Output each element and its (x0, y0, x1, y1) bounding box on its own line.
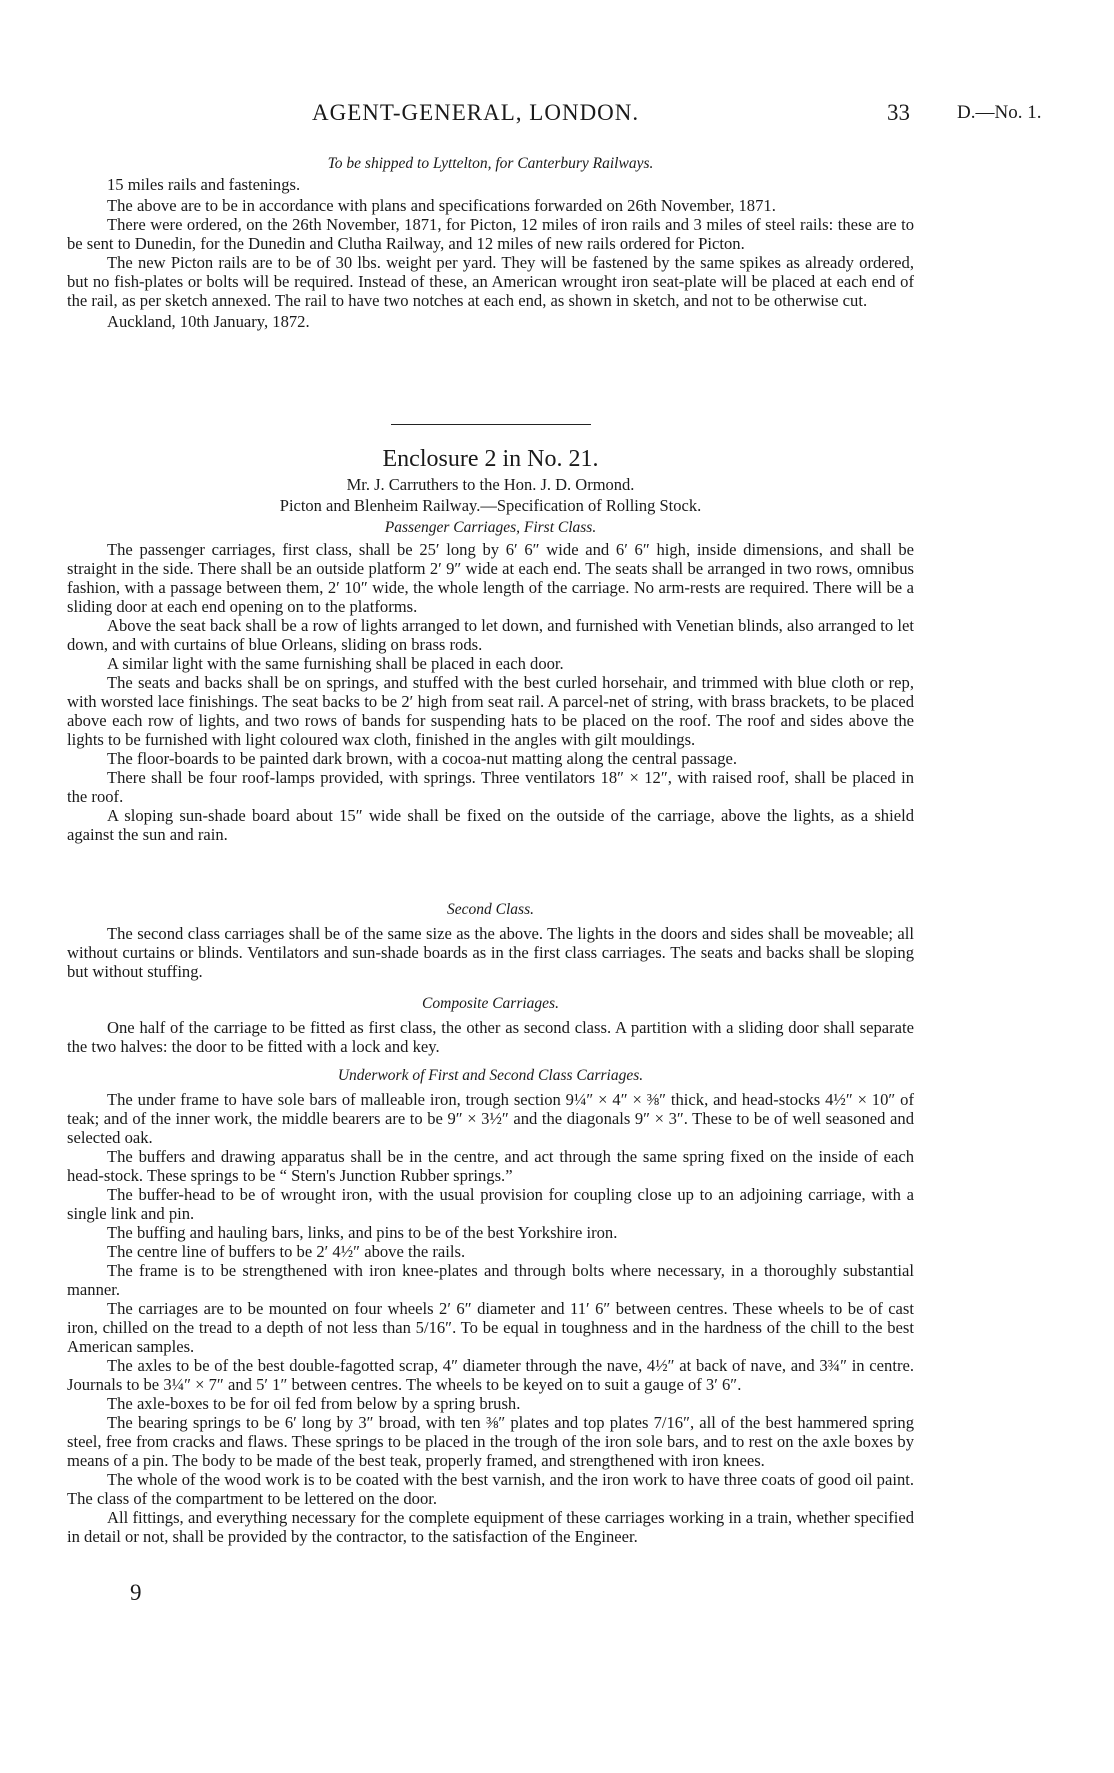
page-header (0, 100, 1114, 130)
paragraph: The second class carriages shall be of the same size as the above. The lights in the doors and sides shall be moveable; all without curtains or blinds. Ventilators and sun-shade boards as in the first class carriages. The seats and backs shall be sloping but without stuffing. (67, 924, 914, 981)
paragraph: The buffers and drawing apparatus shall be in the centre, and act through the same spring fixed on the inside of each head-stock. These springs to be “ Stern's Junction Rubber springs.” (67, 1147, 914, 1185)
paragraph: The whole of the wood work is to be coated with the best varnish, and the iron work to have three coats of good oil paint. The class of the compartment to be lettered on the door. (67, 1470, 914, 1508)
shipping-section (67, 154, 914, 331)
enclosure-from-to: Mr. J. Carruthers to the Hon. J. D. Ormond. (346, 475, 635, 494)
paragraph: Above the seat back shall be a row of lights arranged to let down, and furnished with Venetian blinds, also arranged to let down, and with curtains of blue Orleans, sliding on brass rods. (67, 616, 914, 654)
paragraph: A sloping sun-shade board about 15″ wide shall be fixed on the outside of the carriage, above the lights, as a shield against the sun and rain. (67, 806, 914, 844)
paragraph: The above are to be in accordance with plans and specifications forwarded on 26th November, 1871. (107, 196, 776, 215)
enclosure-header (67, 424, 914, 515)
paragraph: The frame is to be strengthened with iron knee-plates and through bolts where necessary, in a thoroughly substantial manner. (67, 1261, 914, 1299)
paragraph: The centre line of buffers to be 2′ 4½″ above the rails. (107, 1242, 466, 1261)
page-number: 33 (887, 100, 910, 125)
paragraph: A similar light with the same furnishing shall be placed in each door. (107, 654, 564, 673)
date-line: Auckland, 10th January, 1872. (107, 312, 310, 331)
enclosure-subject: Picton and Blenheim Railway.—Specification of Rolling Stock. (279, 496, 702, 515)
paragraph: The passenger carriages, first class, shall be 25′ long by 6′ 6″ wide and 6′ 6″ high, inside dimensions, and shall be straight in the side. There shall be an outside platform 2′ 9″ wide at each end. The seats shall be arranged in two rows, omnibus fashion, with a passage between them, 2′ 10″ wide, the whole length of the carriage. No arm-rests are required. There will be a sliding door at each end opening on to the platforms. (67, 540, 914, 616)
signature-mark: 9 (130, 1580, 142, 1605)
document-reference: D.—No. 1. (957, 102, 1042, 123)
underwork-section (67, 1066, 914, 1546)
paragraph: One half of the carriage to be fitted as first class, the other as second class. A partition with a sliding door shall separate the two halves: the door to be fitted with a lock and key. (67, 1018, 914, 1056)
section-heading: Passenger Carriages, First Class. (384, 519, 597, 536)
paragraph: There shall be four roof-lamps provided, with springs. Three ventilators 18″ × 12″, with raised roof, shall be placed in the roof. (67, 768, 914, 806)
paragraph: 15 miles rails and fastenings. (107, 175, 301, 194)
section-heading: Underwork of First and Second Class Carriages. (337, 1067, 644, 1084)
section-heading: To be shipped to Lyttelton, for Canterbury Railways. (327, 155, 654, 172)
running-title: AGENT-GENERAL, LONDON. (312, 100, 640, 125)
enclosure-title: Enclosure 2 in No. 21. (382, 446, 599, 472)
composite-section (67, 994, 914, 1056)
paragraph: The seats and backs shall be on springs, and stuffed with the best curled horsehair, and trimmed with blue cloth or rep, with worsted lace finishings. The seat backs to be 2′ high from seat rail. A parcel-net of string, with brass brackets, to be placed above each row of lights, and two rows of bands for suspending hats to be placed on the roof. The roof and sides above the lights to be furnished with light coloured wax cloth, finished in the angles with gilt mouldings. (67, 673, 914, 749)
paragraph: All fittings, and everything necessary for the complete equipment of these carriages working in a train, whether specified in detail or not, shall be provided by the contractor, to the satisfaction of the Engineer. (67, 1508, 914, 1546)
divider-rule (391, 424, 591, 425)
section-heading: Second Class. (447, 901, 534, 918)
paragraph: The buffing and hauling bars, links, and pins to be of the best Yorkshire iron. (107, 1223, 618, 1242)
paragraph: There were ordered, on the 26th November, 1871, for Picton, 12 miles of iron rails and 3 miles of steel rails: these are to be sent to Dunedin, for the Dunedin and Clutha Railway, and 12 miles of new rails ordered for Picton. (67, 215, 914, 253)
first-class-section (67, 518, 914, 844)
paragraph: The floor-boards to be painted dark brown, with a cocoa-nut matting along the central passage. (107, 749, 738, 768)
paragraph: The buffer-head to be of wrought iron, with the usual provision for coupling close up to an adjoining carriage, with a single link and pin. (67, 1185, 914, 1223)
paragraph: The axle-boxes to be for oil fed from below by a spring brush. (107, 1394, 521, 1413)
paragraph: The under frame to have sole bars of malleable iron, trough section 9¼″ × 4″ × ⅜″ thick, and head-stocks 4½″ × 10″ of teak; and of the inner work, the middle bearers are to be 9″ × 3½″ and the diagonals 9″ × 3″. These to be of well seasoned and selected oak. (67, 1090, 914, 1147)
section-heading: Composite Carriages. (422, 995, 559, 1012)
paragraph: The axles to be of the best double-fagotted scrap, 4″ diameter through the nave, 4½″ at back of nave, and 3¾″ in centre. Journals to be 3¼″ × 7″ and 5′ 1″ between centres. The wheels to be keyed on to suit a gauge of 3′ 6″. (67, 1356, 914, 1394)
paragraph: The new Picton rails are to be of 30 lbs. weight per yard. They will be fastened by the same spikes as already ordered, but no fish-plates or bolts will be required. Instead of these, an American wrought iron seat-plate will be placed at each end of the rail, as per sketch annexed. The rail to have two notches at each end, as shown in sketch, and not to be otherwise cut. (67, 253, 914, 310)
paragraph: The bearing springs to be 6′ long by 3″ broad, with ten ⅜″ plates and top plates 7/16″, all of the best hammered spring steel, free from cracks and flaws. These springs to be placed in the trough of the iron sole bars, and to rest on the axle boxes by means of a pin. The body to be made of the best teak, properly framed, and strengthened with iron knees. (67, 1413, 914, 1470)
paragraph: The carriages are to be mounted on four wheels 2′ 6″ diameter and 11′ 6″ between centres. These wheels to be of cast iron, chilled on the tread to a depth of not less than 5/16″. To be equal in toughness and in the hardness of the chill to the best American samples. (67, 1299, 914, 1356)
second-class-section (67, 900, 914, 981)
